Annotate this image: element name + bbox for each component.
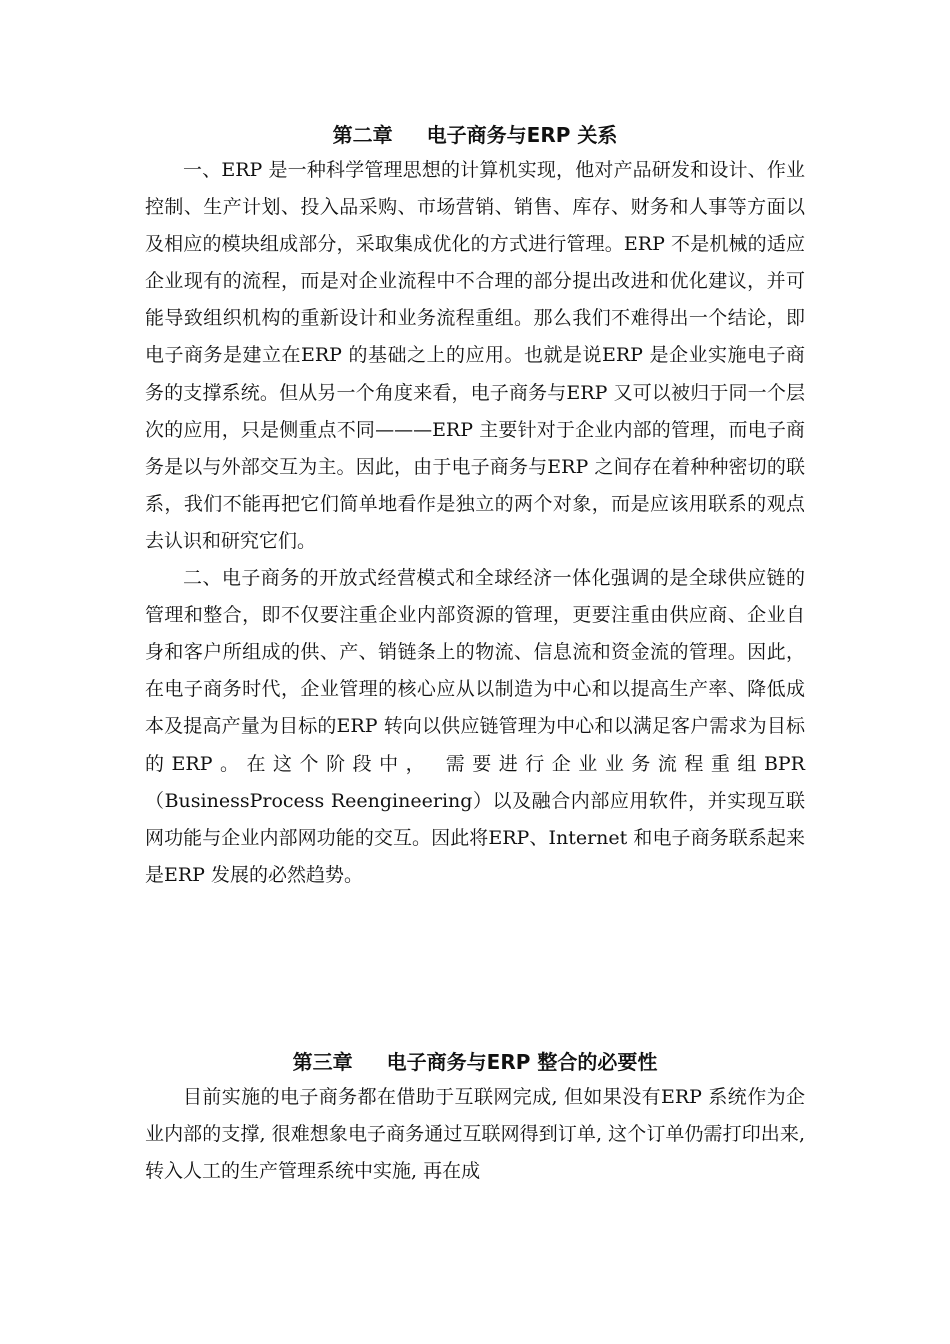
chapter-3-heading <box>0 1047 950 1077</box>
chapter-3-paragraph-1: 目前实施的电子商务都在借助于互联网完成, 但如果没有ERP 系统作为企业内部的支撑, 很难想象电子商务通过互联网得到订单, 这个订单仍需打印出来, 转入人工的生产管理系统中实施, 再在成 <box>145 1086 805 1183</box>
chapter-2-paragraph-2: 二、电子商务的开放式经营模式和全球经济一体化强调的是全球供应链的管理和整合，即不仅要注重企业内部资源的管理，更要注重由供应商、企业自身和客户所组成的供、产、销链条上的物流、信息流和资金流的管理。因此，在电子商务时代，企业管理的核心应从以制造为中心和以提高生产率、降低成本及提高产量为目标的ERP 转向以供应链管理为中心和以满足客户需求为目标的ERP。在这个阶段中， 需要进行企业业务流程重组BPR（BusinessProcess Reengineering）以及融合内部应用软件，并实现互联网功能与企业内部网功能的交互。因此将ERP、Internet 和电子商务联系起来是ERP 发展的必然趋势。 <box>145 567 805 886</box>
chapter-3-body <box>145 1079 805 1190</box>
chapter-2-body <box>145 152 805 894</box>
chapter-2-title: 电子商务与ERP 关系 <box>426 123 618 147</box>
chapter-2-heading <box>0 120 950 150</box>
chapter-3-title: 电子商务与ERP 整合的必要性 <box>386 1050 658 1074</box>
chapter-2-number: 第二章 <box>332 123 393 147</box>
chapter-2-paragraph-1: 一、ERP 是一种科学管理思想的计算机实现，他对产品研发和设计、作业控制、生产计划、投入品采购、市场营销、销售、库存、财务和人事等方面以及相应的模块组成部分，采取集成优化的方式进行管理。ERP 不是机械的适应企业现有的流程，而是对企业流程中不合理的部分提出改进和优化建议，并可能导致组织机构的重新设计和业务流程重组。那么我们不难得出一个结论，即电子商务是建立在ERP 的基础之上的应用。也就是说ERP 是企业实施电子商务的支撑系统。但从另一个角度来看，电子商务与ERP 又可以被归于同一个层次的应用，只是侧重点不同———ERP 主要针对于企业内部的管理，而电子商务是以与外部交互为主。因此，由于电子商务与ERP 之间存在着种种密切的联系，我们不能再把它们简单地看作是独立的两个对象，而是应该用联系的观点去认识和研究它们。 <box>145 159 805 552</box>
chapter-3-number: 第三章 <box>292 1050 353 1074</box>
